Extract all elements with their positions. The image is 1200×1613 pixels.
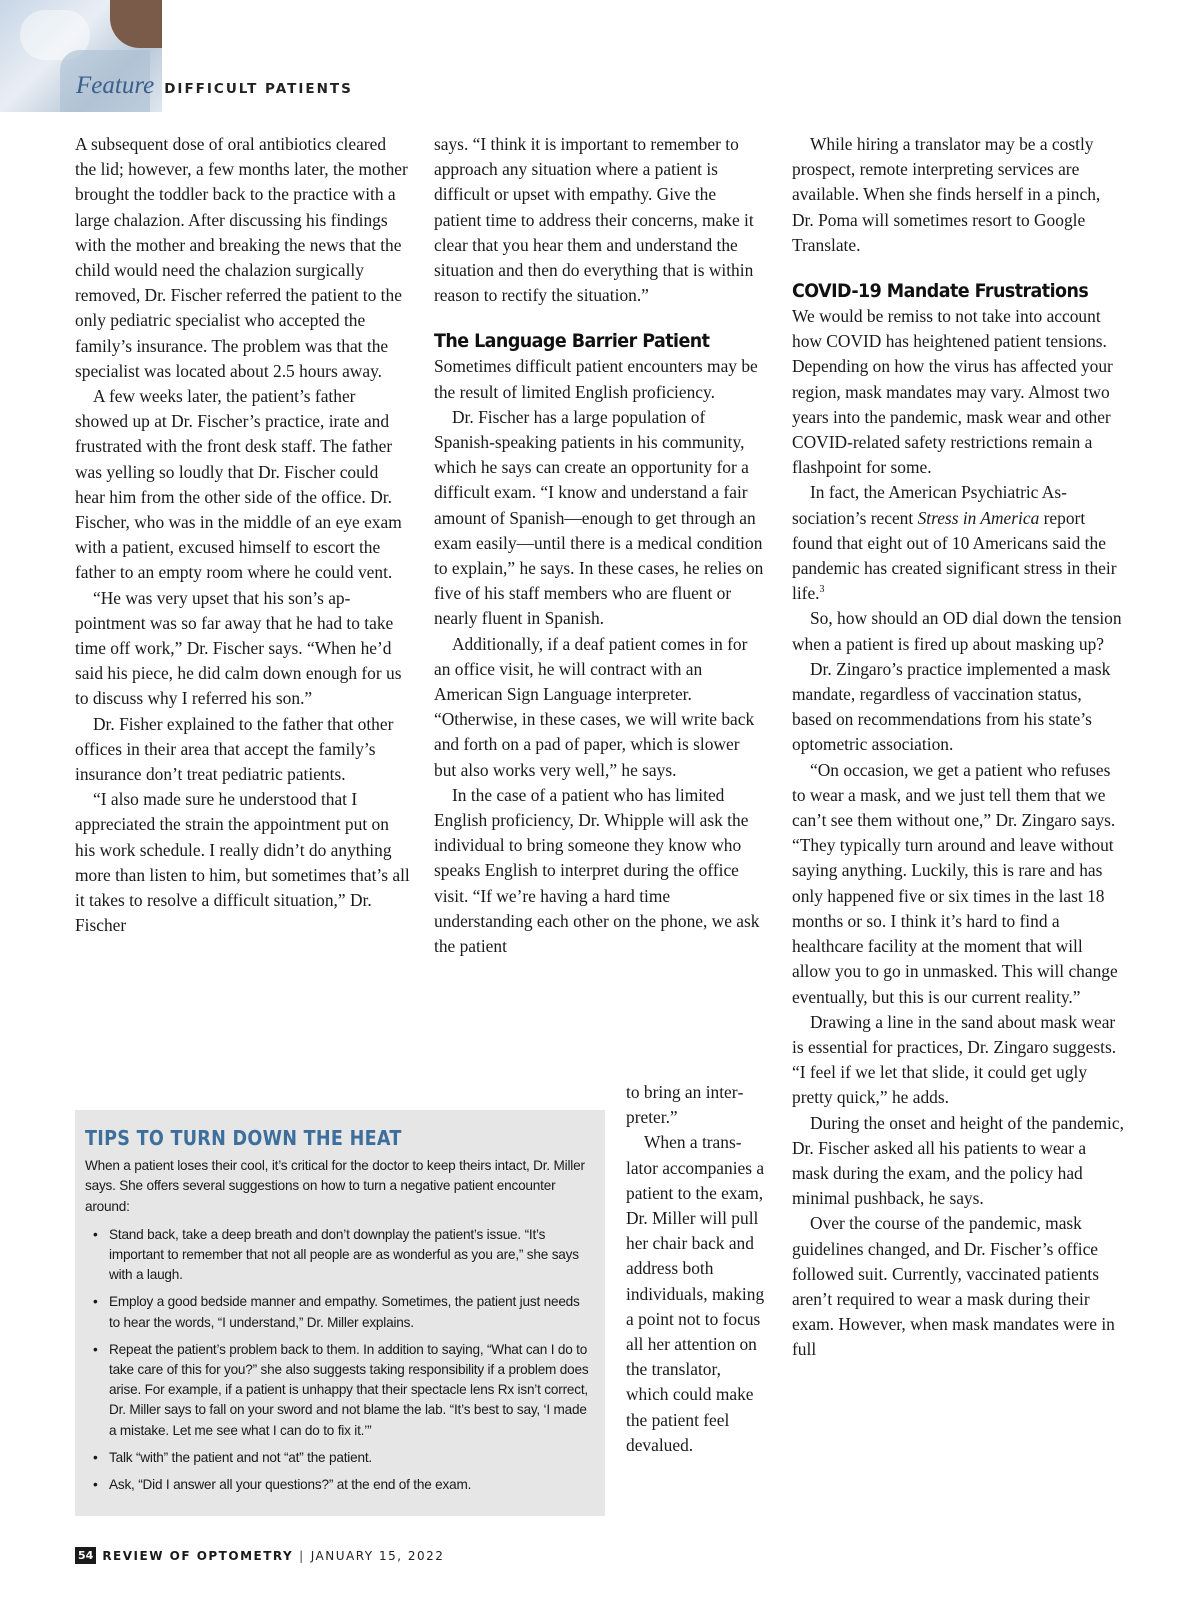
section-label: DIFFICULT PATIENTS	[164, 81, 353, 97]
paragraph: to bring an interpreter.”	[626, 1082, 744, 1128]
tips-list	[85, 1225, 593, 1495]
bullet-icon: •	[93, 1226, 98, 1242]
list-item	[93, 1475, 593, 1495]
page-number: 54	[75, 1547, 96, 1564]
list-item-text: Talk “with” the patient and not “at” the patient.	[109, 1449, 372, 1465]
sidebar-intro: When a patient loses their cool, it’s critical for the doctor to keep theirs intact, Dr. Miller says. She offers several suggestions on how to turn a negative patient encounter around:	[85, 1158, 585, 1214]
text-run: report found that eight out of 10 Americans said the pandemic has created significant stress in their life.	[792, 507, 1117, 604]
list-item	[93, 1225, 593, 1286]
paragraph: A subsequent dose of oral antibiotics cleared the lid; however, a few months later, the mother brought the toddler back to the practice with a large chalazion. After discussing his findings with the mother and breaking the news that the child would need the chalazion surgically removed, Dr. Fischer referred the patient to the only pediatric specialist who accepted the family’s insurance. The problem was that the specialist was located about 2.5 hours away.	[75, 134, 408, 381]
list-item-text: Employ a good bedside manner and empathy. Sometimes, the patient just needs to hear the words, “I understand,” Dr. Miller explains.	[109, 1294, 580, 1330]
paragraph: In the case of a patient who has limited English proficiency, Dr. Whipple will ask the individual to bring someone they know who speaks English to interpret during the office visit. “If we’re having a hard time understanding each other on the phone, we ask the patient	[434, 784, 760, 957]
paragraph: We would be remiss to not take into account how COVID has heightened patient tensions. Depending on how the virus has affected your region, mask mandates may vary. Almost two years into the pandemic, mask wear and other COVID-related safety restrictions remain a flashpoint for some.	[792, 306, 1113, 478]
paragraph: Dr. Fischer has a large population of Spanish-speaking patients in his community, which he says can create an opportunity for a difficult exam. “I know and understand a fair amount of Spanish—enough to get through an exam easily—until there is a medical condition to explain,” he says. In these cases, he relies on five of his staff members who are fluent or nearly fluent in Spanish.	[434, 406, 764, 629]
citation-superscript: 3	[819, 584, 825, 596]
paragraph: While hiring a translator may be a costly prospect, remote interpreting services are available. When she finds herself in a pinch, Dr. Poma will sometimes resort to Google Translate.	[792, 134, 1101, 255]
feature-label: Feature	[76, 72, 155, 99]
paragraph: “He was very upset that his son’s appointment was so far away that he had to take time off work,” Dr. Fischer says. “When he’d said his piece, he did calm down enough for us to discuss why I referred his son.”	[75, 587, 402, 709]
paragraph: says. “I think it is important to remember to approach any situation where a patient is difficult or upset with empathy. Give the patient time to address their concerns, make it clear that you hear them and understand the situation and then do everything that is within reason to rectify the situation.”	[434, 134, 754, 306]
footer-separator: |	[299, 1548, 305, 1563]
paragraph: Drawing a line in the sand about mask wear is essential for practices, Dr. Zingaro suggests. “I feel if we let that slide, it could get ugly pretty quick,” he adds.	[792, 1011, 1117, 1108]
paragraph: “I also made sure he understood that I appreciated the strain the appointment put on his work schedule. I really didn’t do anything more than listen to him, but sometimes that’s all it takes to resolve a difficult situation,” Dr. Fischer	[75, 789, 410, 936]
paragraph: Dr. Fisher explained to the father that other offices in their area that accept the family’s insurance don’t treat pediatric patients.	[75, 713, 394, 785]
paragraph: Dr. Zingaro’s practice implemented a mask mandate, regardless of vaccination status, based on recommendations from his state’s optometric association.	[792, 658, 1111, 755]
subheading-language-barrier: The Language Barrier Patient	[434, 330, 710, 353]
list-item-text: Repeat the patient’s problem back to them. In addition to saying, “What can I do to take care of this for you?” she also suggests taking responsibility if a problem does arise. For example, if a patient is unhappy that their spectacle lens Rx isn’t correct, Dr. Miller says to fall on your sword and not blame the lab. “It’s best to say, ‘I made a mistake. Let me see what I can do to fix it.’”	[109, 1341, 589, 1438]
list-item	[93, 1448, 593, 1468]
bullet-icon: •	[93, 1294, 98, 1310]
bullet-icon: •	[93, 1341, 98, 1357]
tips-sidebar	[75, 1110, 605, 1516]
list-item	[93, 1340, 593, 1441]
sidebar-title: TIPS TO TURN DOWN THE HEAT	[85, 1126, 402, 1150]
column-1	[75, 132, 411, 939]
paragraph: Additionally, if a deaf patient comes in for an office visit, he will contract with an American Sign Language interpreter. “Otherwise, in these cases, we will write back and forth on a pad of paper, which is slower but also works very well,” he says.	[434, 633, 755, 780]
paragraph: During the onset and height of the pandemic, Dr. Fischer asked all his patients to wear a mask during the exam, and the policy had minimal pushback, he says.	[792, 1112, 1124, 1209]
column-3	[792, 132, 1124, 1363]
paragraph: Over the course of the pandemic, mask guidelines changed, and Dr. Fischer’s office followed suit. Currently, vaccinated patients aren’t required to wear a mask during their exam. However, when mask mandates were in full	[792, 1213, 1115, 1360]
bullet-icon: •	[93, 1449, 98, 1465]
issue-date: JANUARY 15, 2022	[310, 1548, 445, 1563]
column-2	[434, 132, 764, 959]
page-footer	[75, 1547, 444, 1564]
paragraph	[792, 480, 1124, 606]
list-item	[93, 1292, 593, 1332]
bullet-icon: •	[93, 1477, 98, 1493]
text-run: In fact, the American Psychiatric Association’s recent	[792, 482, 1067, 528]
column-2-continuation	[626, 1080, 766, 1458]
publication-name: REVIEW OF OPTOMETRY	[102, 1548, 294, 1563]
paragraph: Sometimes difficult patient encounters may be the result of limited English proficiency.	[434, 356, 758, 402]
section-kicker	[76, 72, 353, 100]
paragraph: When a translator accompanies a patient to the exam, Dr. Miller will pull her chair back and address both individuals, making a point not to focus all her attention on the translator, which could make the patient feel devalued.	[626, 1132, 765, 1455]
list-item-text: Ask, “Did I answer all your questions?” at the end of the exam.	[109, 1477, 472, 1493]
paragraph: “On occasion, we get a patient who refuses to wear a mask, and we just tell them that we can’t see them without one,” Dr. Zingaro says. “They typically turn around and leave without saying anything. Luckily, this is rare and has only happened five or six times in the last 18 months or so. I think it’s hard to find a healthcare facility at the moment that will allow you to go in unmasked. This will change eventually, but this is our current reality.”	[792, 759, 1118, 1007]
subheading-covid-mandate: COVID-19 Mandate Frustrations	[792, 280, 1089, 303]
list-item-text: Stand back, take a deep breath and don’t downplay the patient’s issue. “It’s important to remember that not all people are as wonderful as you are,” she says with a laugh.	[109, 1226, 579, 1283]
paragraph: A few weeks later, the patient’s father showed up at Dr. Fischer’s practice, irate and frustrated with the front desk staff. The father was yelling so loudly that Dr. Fischer could hear him from the other side of the office. Dr. Fischer, who was in the middle of an eye exam with a patient, excused himself to escort the father to an empty room where he could vent.	[75, 386, 402, 583]
report-title: Stress in America	[917, 507, 1040, 528]
paragraph: So, how should an OD dial down the tension when a patient is fired up about masking up?	[792, 608, 1122, 654]
